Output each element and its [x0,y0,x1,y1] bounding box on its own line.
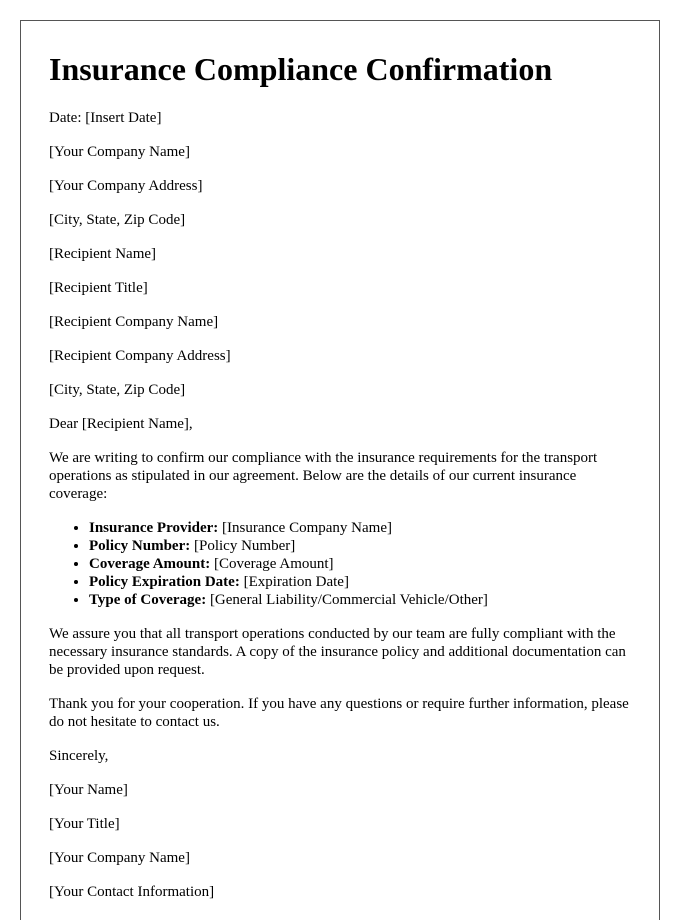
detail-value: [Coverage Amount] [210,556,334,572]
signature-title: [Your Title] [49,816,120,832]
coverage-details-list [49,519,631,609]
sender-city-state-zip: [City, State, Zip Code] [49,212,186,228]
salutation: Dear [Recipient Name], [49,416,193,432]
intro-paragraph: We are writing to confirm our compliance with the insurance requirements for the transport operations as stipulated in our agreement. Below are the details of our current insurance coverage: [49,450,598,502]
recipient-company-address: [Recipient Company Address] [49,348,231,364]
assurance-paragraph: We assure you that all transport operations conducted by our team are fully compliant with the necessary insurance standards. A copy of the insurance policy and additional documentation can be provided upon request. [49,626,626,678]
letter-title: Insurance Compliance Confirmation [49,51,553,87]
detail-insurance-provider [89,519,631,537]
detail-label: Policy Number: [89,538,191,554]
closing: Sincerely, [49,748,109,764]
signature-contact-information: [Your Contact Information] [49,884,215,900]
detail-label: Policy Expiration Date: [89,574,240,590]
detail-label: Insurance Provider: [89,520,219,536]
detail-label: Type of Coverage: [89,592,207,608]
signature-name: [Your Name] [49,782,128,798]
recipient-name: [Recipient Name] [49,246,157,262]
detail-coverage-amount [89,555,631,573]
sender-company-address: [Your Company Address] [49,178,203,194]
recipient-city-state-zip: [City, State, Zip Code] [49,382,186,398]
detail-type-of-coverage [89,591,631,609]
date-line: Date: [Insert Date] [49,110,162,126]
detail-value: [Policy Number] [190,538,296,554]
sender-company-name: [Your Company Name] [49,144,190,160]
detail-policy-number [89,537,631,555]
detail-policy-expiration-date [89,573,631,591]
thanks-paragraph: Thank you for your cooperation. If you have any questions or require further information, please do not hesitate to contact us. [49,696,629,730]
recipient-title: [Recipient Title] [49,280,148,296]
detail-label: Coverage Amount: [89,556,211,572]
detail-value: [Insurance Company Name] [218,520,392,536]
detail-value: [Expiration Date] [239,574,349,590]
signature-company-name: [Your Company Name] [49,850,190,866]
recipient-company-name: [Recipient Company Name] [49,314,219,330]
letter-page [20,20,660,920]
detail-value: [General Liability/Commercial Vehicle/Other] [206,592,488,608]
